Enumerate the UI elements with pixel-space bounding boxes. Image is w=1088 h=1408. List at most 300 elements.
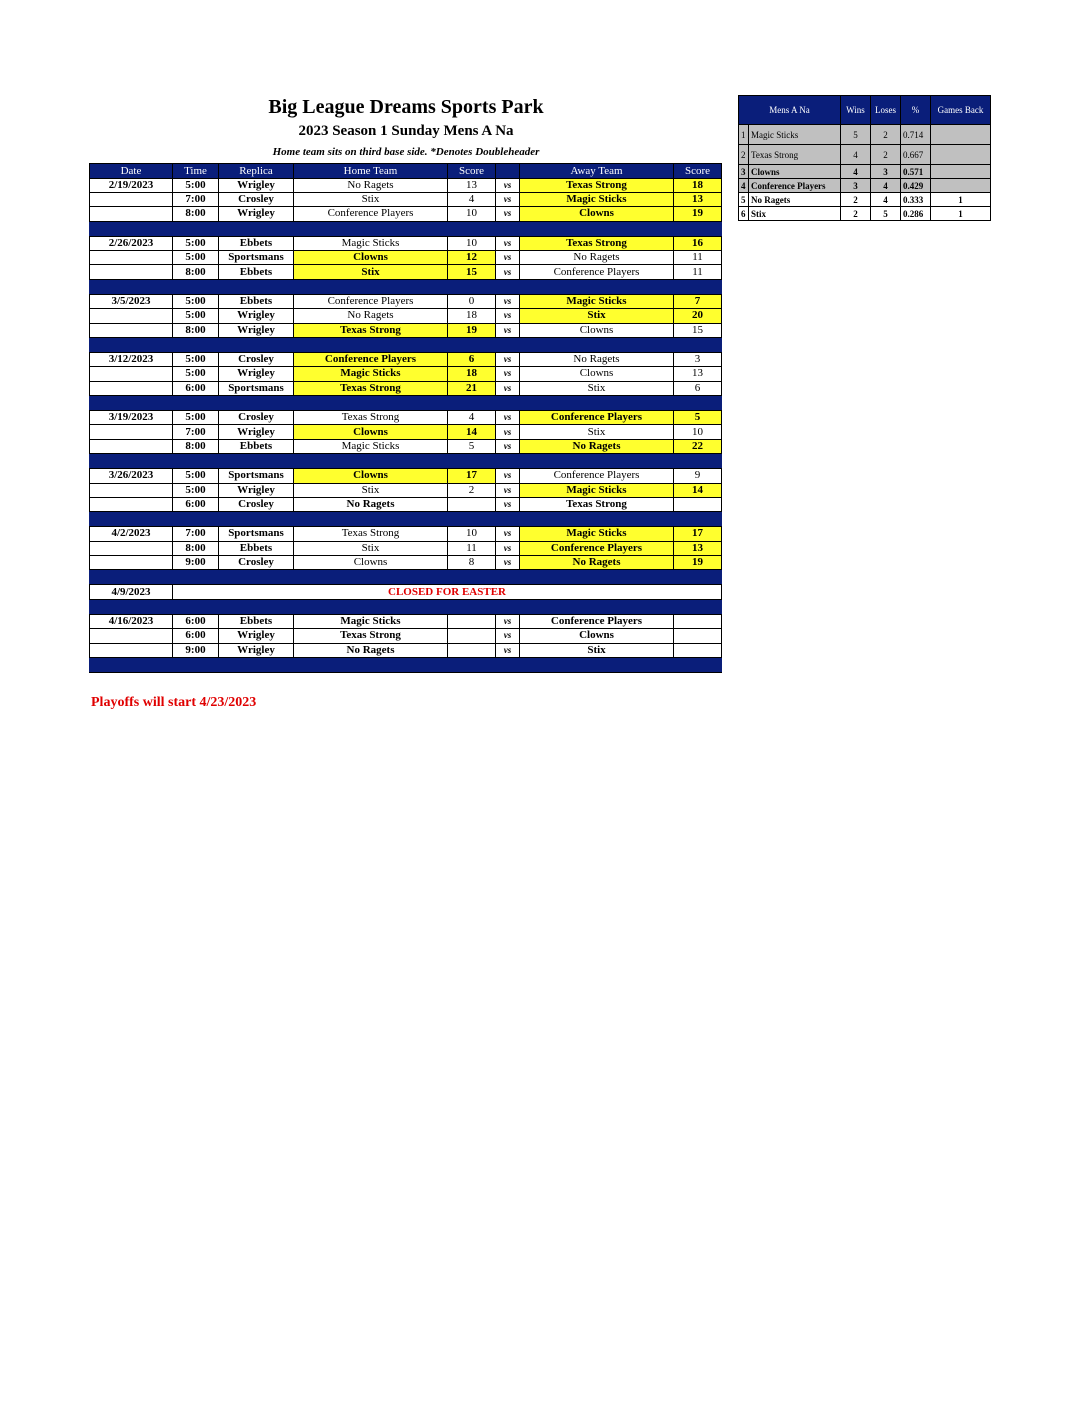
standings-rank: 4 [739, 179, 749, 193]
away-team: Stix [520, 381, 674, 395]
away-score: 3 [674, 353, 722, 367]
week-separator [90, 511, 722, 527]
game-field: Ebbets [219, 541, 294, 555]
standings-games-back [931, 179, 991, 193]
separator-cell [294, 569, 448, 585]
separator-cell [219, 599, 294, 615]
game-date: 3/26/2023 [90, 469, 173, 483]
home-score: 18 [448, 367, 496, 381]
home-score: 8 [448, 555, 496, 569]
week-separator [90, 279, 722, 295]
separator-cell [294, 453, 448, 469]
away-score [674, 629, 722, 643]
game-date: 4/9/2023 [90, 585, 173, 599]
separator-cell [448, 337, 496, 353]
game-date [90, 323, 173, 337]
game-date: 2/26/2023 [90, 237, 173, 251]
game-row [90, 483, 722, 497]
vs-label: vs [496, 323, 520, 337]
separator-cell [219, 453, 294, 469]
vs-label: vs [496, 381, 520, 395]
vs-label: vs [496, 555, 520, 569]
home-score: 6 [448, 353, 496, 367]
game-field: Wrigley [219, 629, 294, 643]
game-row [90, 207, 722, 221]
separator-cell [674, 395, 722, 411]
col-home-score: Score [448, 164, 496, 179]
game-time: 5:00 [173, 469, 219, 483]
separator-cell [90, 657, 173, 673]
away-team: Texas Strong [520, 237, 674, 251]
vs-label: vs [496, 541, 520, 555]
vs-label: vs [496, 193, 520, 207]
standings-rank: 2 [739, 145, 749, 165]
game-field: Ebbets [219, 439, 294, 453]
game-date [90, 251, 173, 265]
closed-row [90, 585, 722, 599]
week-separator [90, 221, 722, 237]
game-date [90, 497, 173, 511]
away-team: No Ragets [520, 251, 674, 265]
away-team: No Ragets [520, 555, 674, 569]
home-score: 13 [448, 179, 496, 193]
game-row [90, 179, 722, 193]
game-field: Wrigley [219, 425, 294, 439]
game-date [90, 541, 173, 555]
separator-cell [520, 279, 674, 295]
game-field: Wrigley [219, 483, 294, 497]
game-date [90, 483, 173, 497]
home-team: Conference Players [294, 207, 448, 221]
away-team: Stix [520, 309, 674, 323]
home-team: Clowns [294, 469, 448, 483]
standings-team: Stix [749, 207, 841, 221]
standings-team: Texas Strong [749, 145, 841, 165]
standings-col-loses: Loses [871, 96, 901, 125]
home-score: 10 [448, 207, 496, 221]
away-score: 11 [674, 251, 722, 265]
col-replica: Replica [219, 164, 294, 179]
away-score: 13 [674, 541, 722, 555]
standings-row [739, 193, 991, 207]
separator-cell [173, 511, 219, 527]
game-date [90, 425, 173, 439]
park-title: Big League Dreams Sports Park [268, 96, 544, 118]
vs-label: vs [496, 411, 520, 425]
game-row [90, 237, 722, 251]
away-score: 11 [674, 265, 722, 279]
game-time: 5:00 [173, 411, 219, 425]
standings-wins: 3 [841, 179, 871, 193]
vs-label: vs [496, 469, 520, 483]
vs-label: vs [496, 179, 520, 193]
vs-label: vs [496, 309, 520, 323]
schedule-header-row [90, 164, 722, 179]
home-team: Stix [294, 265, 448, 279]
game-field: Wrigley [219, 207, 294, 221]
away-score: 10 [674, 425, 722, 439]
separator-cell [674, 599, 722, 615]
game-field: Sportsmans [219, 381, 294, 395]
game-date [90, 643, 173, 657]
away-team: Magic Sticks [520, 527, 674, 541]
vs-label: vs [496, 251, 520, 265]
away-score: 18 [674, 179, 722, 193]
game-time: 6:00 [173, 381, 219, 395]
home-team: No Ragets [294, 309, 448, 323]
separator-cell [173, 395, 219, 411]
standings-row [739, 179, 991, 193]
game-date: 3/5/2023 [90, 295, 173, 309]
separator-cell [173, 279, 219, 295]
game-field: Crosley [219, 193, 294, 207]
home-score: 21 [448, 381, 496, 395]
playoffs-notice: Playoffs will start 4/23/2023 [91, 695, 257, 710]
game-row [90, 469, 722, 483]
week-separator [90, 395, 722, 411]
vs-label: vs [496, 425, 520, 439]
home-team: Stix [294, 193, 448, 207]
game-row [90, 353, 722, 367]
standings-wins: 4 [841, 145, 871, 165]
home-score: 11 [448, 541, 496, 555]
separator-cell [219, 511, 294, 527]
standings-games-back: 1 [931, 207, 991, 221]
separator-cell [448, 453, 496, 469]
home-score: 4 [448, 193, 496, 207]
separator-cell [294, 511, 448, 527]
home-score: 4 [448, 411, 496, 425]
game-row [90, 411, 722, 425]
separator-cell [294, 221, 448, 237]
standings-loses: 5 [871, 207, 901, 221]
standings-table [738, 95, 991, 221]
standings-rank: 5 [739, 193, 749, 207]
home-score: 14 [448, 425, 496, 439]
home-score [448, 615, 496, 629]
game-time: 7:00 [173, 527, 219, 541]
separator-cell [520, 569, 674, 585]
home-score: 0 [448, 295, 496, 309]
standings-col-wins: Wins [841, 96, 871, 125]
separator-cell [520, 395, 674, 411]
separator-cell [674, 279, 722, 295]
separator-cell [294, 279, 448, 295]
col-date: Date [90, 164, 173, 179]
separator-cell [173, 569, 219, 585]
game-time: 5:00 [173, 179, 219, 193]
week-separator [90, 453, 722, 469]
separator-cell [496, 337, 520, 353]
schedule-note: Home team sits on third base side. *Denotes Doubleheader [272, 146, 540, 158]
game-time: 5:00 [173, 295, 219, 309]
separator-cell [219, 337, 294, 353]
game-time: 9:00 [173, 555, 219, 569]
standings-header-row [739, 96, 991, 125]
separator-cell [674, 221, 722, 237]
game-time: 7:00 [173, 425, 219, 439]
separator-cell [674, 337, 722, 353]
separator-cell [520, 657, 674, 673]
standings-loses: 4 [871, 193, 901, 207]
standings-col-games-back: Games Back [931, 96, 991, 125]
game-row [90, 541, 722, 555]
away-team: Conference Players [520, 615, 674, 629]
standings-loses: 2 [871, 125, 901, 145]
vs-label: vs [496, 295, 520, 309]
home-team: Texas Strong [294, 411, 448, 425]
standings-loses: 3 [871, 165, 901, 179]
col-away-score: Score [674, 164, 722, 179]
away-score: 5 [674, 411, 722, 425]
away-team: Conference Players [520, 411, 674, 425]
away-score: 16 [674, 237, 722, 251]
week-separator [90, 569, 722, 585]
separator-cell [90, 279, 173, 295]
home-score [448, 643, 496, 657]
home-team: Texas Strong [294, 381, 448, 395]
away-team: Texas Strong [520, 497, 674, 511]
separator-cell [674, 657, 722, 673]
away-team: Clowns [520, 367, 674, 381]
game-date [90, 367, 173, 381]
vs-label: vs [496, 353, 520, 367]
separator-cell [674, 453, 722, 469]
home-team: Clowns [294, 555, 448, 569]
separator-cell [496, 569, 520, 585]
separator-cell [219, 395, 294, 411]
game-time: 8:00 [173, 439, 219, 453]
home-team: Conference Players [294, 295, 448, 309]
game-time: 8:00 [173, 207, 219, 221]
standings-games-back [931, 165, 991, 179]
standings-row [739, 165, 991, 179]
separator-cell [448, 511, 496, 527]
game-time: 6:00 [173, 497, 219, 511]
game-row [90, 309, 722, 323]
away-score: 20 [674, 309, 722, 323]
week-separator [90, 337, 722, 353]
separator-cell [219, 279, 294, 295]
standings-team: Conference Players [749, 179, 841, 193]
away-team: Magic Sticks [520, 483, 674, 497]
game-time: 5:00 [173, 367, 219, 381]
game-date [90, 555, 173, 569]
game-time: 5:00 [173, 237, 219, 251]
away-score [674, 497, 722, 511]
standings-pct: 0.571 [901, 165, 931, 179]
away-team: Clowns [520, 207, 674, 221]
vs-label: vs [496, 615, 520, 629]
separator-cell [448, 279, 496, 295]
vs-label: vs [496, 367, 520, 381]
game-row [90, 323, 722, 337]
separator-cell [496, 453, 520, 469]
game-field: Ebbets [219, 265, 294, 279]
away-score: 17 [674, 527, 722, 541]
game-date [90, 207, 173, 221]
separator-cell [90, 599, 173, 615]
standings-rank: 6 [739, 207, 749, 221]
game-field: Crosley [219, 411, 294, 425]
separator-cell [448, 395, 496, 411]
home-team: Stix [294, 483, 448, 497]
away-team: Stix [520, 425, 674, 439]
standings-loses: 4 [871, 179, 901, 193]
standings-team: Magic Sticks [749, 125, 841, 145]
game-time: 6:00 [173, 615, 219, 629]
separator-cell [294, 395, 448, 411]
week-separator [90, 657, 722, 673]
separator-cell [448, 599, 496, 615]
away-score [674, 615, 722, 629]
away-team: No Ragets [520, 439, 674, 453]
home-score [448, 629, 496, 643]
home-team: Stix [294, 541, 448, 555]
separator-cell [219, 221, 294, 237]
game-time: 8:00 [173, 323, 219, 337]
game-date [90, 265, 173, 279]
home-score: 17 [448, 469, 496, 483]
vs-label: vs [496, 527, 520, 541]
game-row [90, 527, 722, 541]
home-team: Magic Sticks [294, 367, 448, 381]
game-time: 8:00 [173, 265, 219, 279]
vs-label: vs [496, 483, 520, 497]
separator-cell [90, 569, 173, 585]
game-date: 4/16/2023 [90, 615, 173, 629]
game-date: 4/2/2023 [90, 527, 173, 541]
separator-cell [173, 221, 219, 237]
separator-cell [219, 569, 294, 585]
game-field: Wrigley [219, 309, 294, 323]
away-team: Conference Players [520, 469, 674, 483]
separator-cell [448, 221, 496, 237]
home-score: 5 [448, 439, 496, 453]
standings-team: Clowns [749, 165, 841, 179]
game-field: Wrigley [219, 643, 294, 657]
away-score: 9 [674, 469, 722, 483]
standings-row [739, 145, 991, 165]
game-row [90, 439, 722, 453]
home-team: Clowns [294, 425, 448, 439]
game-time: 9:00 [173, 643, 219, 657]
standings-games-back [931, 125, 991, 145]
separator-cell [496, 221, 520, 237]
away-team: Conference Players [520, 541, 674, 555]
home-score: 10 [448, 527, 496, 541]
game-time: 7:00 [173, 193, 219, 207]
standings-wins: 2 [841, 193, 871, 207]
game-row [90, 381, 722, 395]
game-row [90, 555, 722, 569]
game-field: Ebbets [219, 295, 294, 309]
home-team: Texas Strong [294, 323, 448, 337]
away-team: Clowns [520, 629, 674, 643]
game-field: Wrigley [219, 179, 294, 193]
game-time: 5:00 [173, 309, 219, 323]
game-row [90, 497, 722, 511]
separator-cell [173, 337, 219, 353]
game-row [90, 629, 722, 643]
game-date [90, 381, 173, 395]
home-score: 19 [448, 323, 496, 337]
separator-cell [520, 511, 674, 527]
separator-cell [173, 657, 219, 673]
home-team: No Ragets [294, 179, 448, 193]
separator-cell [90, 511, 173, 527]
game-row [90, 265, 722, 279]
home-team: Magic Sticks [294, 237, 448, 251]
away-score: 22 [674, 439, 722, 453]
game-field: Ebbets [219, 615, 294, 629]
separator-cell [294, 657, 448, 673]
col-vs [496, 164, 520, 179]
away-score: 19 [674, 555, 722, 569]
vs-label: vs [496, 497, 520, 511]
game-date [90, 309, 173, 323]
game-field: Sportsmans [219, 251, 294, 265]
vs-label: vs [496, 237, 520, 251]
game-field: Ebbets [219, 237, 294, 251]
game-field: Sportsmans [219, 469, 294, 483]
home-team: No Ragets [294, 497, 448, 511]
separator-cell [448, 657, 496, 673]
away-team: Conference Players [520, 265, 674, 279]
away-score: 7 [674, 295, 722, 309]
separator-cell [520, 221, 674, 237]
away-score: 19 [674, 207, 722, 221]
standings-loses: 2 [871, 145, 901, 165]
separator-cell [674, 569, 722, 585]
col-time: Time [173, 164, 219, 179]
standings-games-back: 1 [931, 193, 991, 207]
game-row [90, 251, 722, 265]
game-time: 6:00 [173, 629, 219, 643]
game-date: 3/12/2023 [90, 353, 173, 367]
standings-row [739, 207, 991, 221]
vs-label: vs [496, 265, 520, 279]
game-field: Crosley [219, 555, 294, 569]
separator-cell [90, 395, 173, 411]
separator-cell [496, 657, 520, 673]
standings-pct: 0.286 [901, 207, 931, 221]
separator-cell [520, 337, 674, 353]
separator-cell [496, 599, 520, 615]
home-score: 10 [448, 237, 496, 251]
game-time: 8:00 [173, 541, 219, 555]
standings-wins: 5 [841, 125, 871, 145]
home-score: 12 [448, 251, 496, 265]
separator-cell [173, 599, 219, 615]
game-row [90, 193, 722, 207]
separator-cell [448, 569, 496, 585]
home-team: Clowns [294, 251, 448, 265]
separator-cell [496, 511, 520, 527]
vs-label: vs [496, 629, 520, 643]
game-field: Crosley [219, 497, 294, 511]
separator-cell [173, 453, 219, 469]
vs-label: vs [496, 207, 520, 221]
home-score: 2 [448, 483, 496, 497]
standings-pct: 0.667 [901, 145, 931, 165]
game-date: 2/19/2023 [90, 179, 173, 193]
away-team: Clowns [520, 323, 674, 337]
vs-label: vs [496, 439, 520, 453]
home-team: Texas Strong [294, 527, 448, 541]
separator-cell [674, 511, 722, 527]
game-field: Crosley [219, 353, 294, 367]
